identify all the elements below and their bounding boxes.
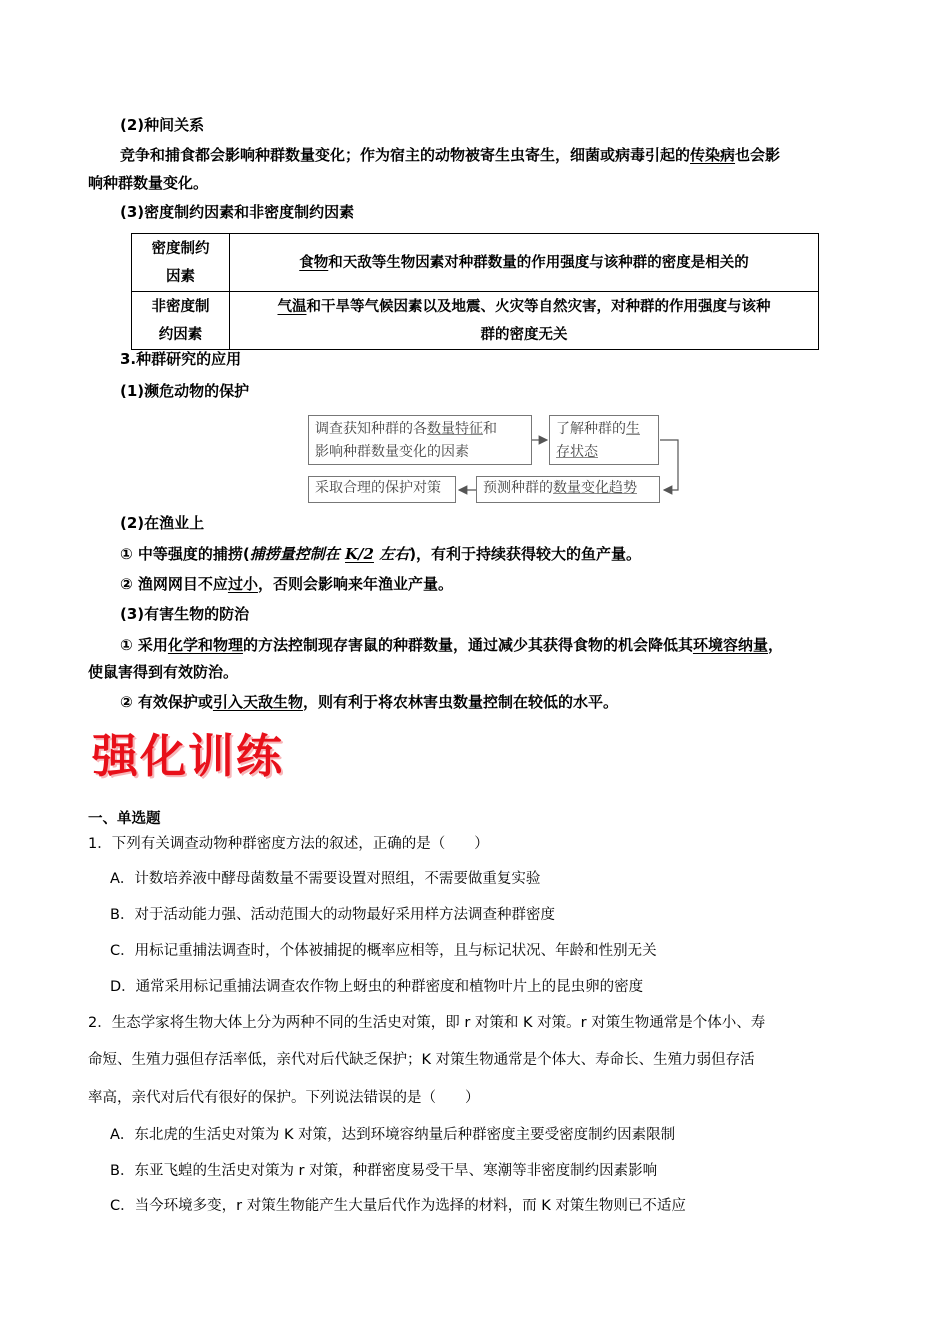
underlined-term: 数量变化趋势 xyxy=(553,480,637,496)
text: 的方法控制现存害鼠的种群数量，通过减少其获得食物的机会降低其 xyxy=(242,636,693,654)
arrow-down-left xyxy=(660,440,678,490)
text: 竞争和捕食都会影响种群数量变化；作为宿主的动物被寄生虫寄生，细菌或病毒引起的 xyxy=(120,146,691,164)
text: 了解种群的 xyxy=(556,421,626,437)
label-line: 密度制约 xyxy=(151,240,210,257)
pest-point-1-line1 xyxy=(120,634,783,656)
banner-title: 强化训练 xyxy=(92,729,284,783)
label-line: 约因素 xyxy=(158,326,203,343)
text: ① 采用 xyxy=(120,636,168,654)
table-cell-content xyxy=(230,234,819,292)
question-1-option-c: C．用标记重捕法调查时，个体被捕捉的概率应相等，且与标记状况、年龄和性别无关 xyxy=(110,943,657,959)
italic-text: 捕捞量控制在 xyxy=(249,545,346,563)
heading-density-factors: (3)密度制约因素和非密度制约因素 xyxy=(120,203,355,221)
flow-arrows xyxy=(300,405,690,515)
question-2-stem-line2: 命短、生殖力强但存活率低，亲代对后代缺乏保护；K 对策生物通常是个体大、寿命长、生殖力弱但存活 xyxy=(88,1052,755,1068)
pest-point-2 xyxy=(120,691,618,713)
underlined-term: 数量特征 xyxy=(427,421,483,437)
question-2-stem-line3: 率高，亲代对后代有很好的保护。下列说法错误的是（ ） xyxy=(88,1090,480,1106)
underlined-term: 过小 xyxy=(227,575,258,593)
heading-pest-control: (3)有害生物的防治 xyxy=(120,605,250,623)
italic-text: 左右 xyxy=(373,545,410,563)
table-cell-content xyxy=(230,292,819,350)
paragraph-interspecific-line2: 响种群数量变化。 xyxy=(88,174,209,192)
paragraph-interspecific-line1 xyxy=(120,144,780,166)
table-cell-label xyxy=(132,234,230,292)
flow-box-measures: 采取合理的保护对策 xyxy=(308,476,456,503)
label-line: 非密度制 xyxy=(151,298,210,315)
text: 调查获知种群的各 xyxy=(315,421,427,437)
table-row xyxy=(132,234,819,292)
question-2-option-a: A．东北虎的生活史对策为 K 对策，达到环境容纳量后种群密度主要受密度制约因素限制 xyxy=(110,1127,676,1143)
text: ，则有利于将农林害虫数量控制在较低的水平。 xyxy=(302,693,618,711)
underlined-term: 环境容纳量 xyxy=(692,636,768,654)
text: 和干旱等气候因素以及地震、火灾等自然灾害，对种群的作用强度与该种 xyxy=(306,298,771,315)
question-2-stem-line1: 2．生态学家将生物大体上分为两种不同的生活史对策，即 r 对策和 K 对策。r 对策生物通常是个体小、寿 xyxy=(88,1015,766,1031)
underlined-term: 食物 xyxy=(299,254,329,271)
text: 和 xyxy=(483,421,497,437)
content-line: 群的密度无关 xyxy=(480,326,568,343)
label-line: 因素 xyxy=(166,268,195,285)
question-1-option-d: D．通常采用标记重捕法调查农作物上蚜虫的种群密度和植物叶片上的昆虫卵的密度 xyxy=(110,979,644,995)
underlined-term: 引入天敌生物 xyxy=(212,693,303,711)
question-1-stem: 1．下列有关调查动物种群密度方法的叙述，正确的是（ ） xyxy=(88,836,489,852)
question-1-option-a: A．计数培养液中酵母菌数量不需要设置对照组，不需要做重复实验 xyxy=(110,871,541,887)
text: ② 渔网网目不应 xyxy=(120,575,228,593)
underlined-term: 存状态 xyxy=(556,444,598,460)
text: ② 有效保护或 xyxy=(120,693,213,711)
content-line xyxy=(236,293,812,321)
heading-fishery: (2)在渔业上 xyxy=(120,514,205,532)
question-1-option-b: B．对于活动能力强、活动范围大的动物最好采用样方法调查种群密度 xyxy=(110,907,555,923)
underlined-term: 气温 xyxy=(277,298,307,315)
underlined-term: 传染病 xyxy=(690,146,736,164)
text: 也会影 xyxy=(735,146,781,164)
question-2-option-b: B．东亚飞蝗的生活史对策为 r 对策，种群密度易受干旱、寒潮等非密度制约因素影响 xyxy=(110,1163,658,1179)
k-half: K/2 xyxy=(345,545,374,563)
table-cell-label xyxy=(132,292,230,350)
table-row xyxy=(132,292,819,350)
text: 预测种群的 xyxy=(483,480,553,496)
heading-endangered: (1)濒危动物的保护 xyxy=(120,382,250,400)
heading-interspecific: (2)种间关系 xyxy=(120,116,205,134)
section-single-choice: 一、单选题 xyxy=(88,811,161,827)
text: 和天敌等生物因素对种群数量的作用强度与该种群的密度是相关的 xyxy=(328,254,749,271)
text: ， xyxy=(767,636,783,654)
heading-application: 3.种群研究的应用 xyxy=(120,350,242,368)
underlined-term: 化学和物理 xyxy=(167,636,243,654)
underlined-term: 生 xyxy=(626,421,640,437)
text: )，有利于持续获得较大的鱼产量。 xyxy=(409,545,642,563)
text: ，否则会影响来年渔业产量。 xyxy=(257,575,453,593)
density-factor-table xyxy=(131,233,819,350)
fishery-point-1 xyxy=(120,543,641,565)
pest-point-1-line2: 使鼠害得到有效防治。 xyxy=(88,663,239,681)
question-2-option-c: C．当今环境多变，r 对策生物能产生大量后代作为选择的材料，而 K 对策生物则已不适应 xyxy=(110,1198,686,1214)
text: ① 中等强度的捕捞( xyxy=(120,545,250,563)
flow-line: 影响种群数量变化的因素 xyxy=(315,444,469,460)
fishery-point-2 xyxy=(120,573,453,595)
